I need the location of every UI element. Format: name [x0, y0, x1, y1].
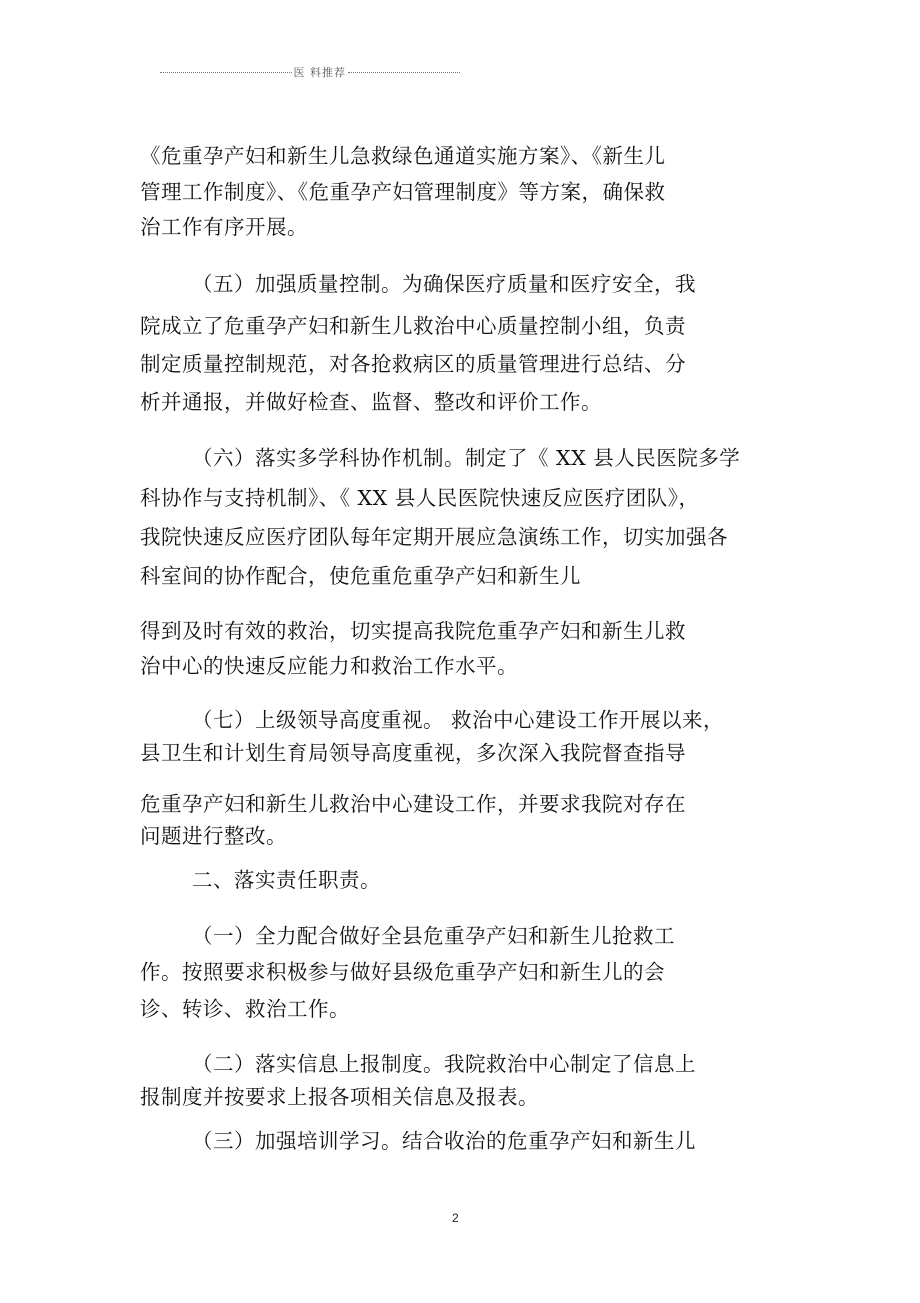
- text-line: 危重孕产妇和新生儿救治中心建设工作，并要求我院对存在: [140, 792, 686, 816]
- header-leader-left: [160, 72, 292, 73]
- text-line: 报制度并按要求上报各项相关信息及报表。: [140, 1085, 539, 1109]
- text-line: （一）全力配合做好全县危重孕产妇和新生儿抢救工: [192, 924, 675, 948]
- page-number: 2: [452, 1211, 459, 1225]
- text-line: 治工作有序开展。: [140, 215, 308, 239]
- text-line: 析并通报，并做好检查、监督、整改和评价工作。: [140, 390, 602, 414]
- header-label: 医 料推荐: [293, 66, 346, 79]
- text-line: 科室间的协作配合，使危重危重孕产妇和新生儿: [140, 564, 581, 588]
- text-line: 院成立了危重孕产妇和新生儿救治中心质量控制小组，负责: [140, 314, 686, 338]
- text-line: 制定质量控制规范，对各抢救病区的质量管理进行总结、分: [140, 352, 686, 376]
- page-header: [160, 64, 460, 80]
- text-line: （五）加强质量控制。为确保医疗质量和医疗安全，我: [192, 272, 696, 296]
- text-line: 县卫生和计划生育局领导高度重视，多次深入我院督查指导: [140, 741, 686, 765]
- text-line: 管理工作制度》、《危重孕产妇管理制度》等方案，确保救: [140, 180, 666, 204]
- text-line: （七）上级领导高度重视。 救治中心建设工作开展以来，: [192, 708, 725, 732]
- text-line: 诊、转诊、救治工作。: [140, 997, 350, 1021]
- text-line: 科协作与支持机制》、《 XX 县人民医院快速反应医疗团队》，: [140, 486, 700, 510]
- text-line: 我院快速反应医疗团队每年定期开展应急演练工作，切实加强各: [140, 525, 728, 549]
- text-line: （二）落实信息上报制度。我院救治中心制定了信息上: [192, 1052, 696, 1076]
- section-heading: 二、落实责任职责。: [192, 868, 381, 892]
- text-line: （三）加强培训学习。结合收治的危重孕产妇和新生儿: [192, 1129, 696, 1153]
- text-line: 问题进行整改。: [140, 824, 287, 848]
- header-leader-right: [348, 72, 460, 73]
- text-line: 得到及时有效的救治，切实提高我院危重孕产妇和新生儿救: [140, 619, 686, 643]
- text-line: （六）落实多学科协作机制。制定了《 XX 县人民医院多学: [192, 446, 741, 470]
- text-line: 《危重孕产妇和新生儿急救绿色通道实施方案》、《新生儿: [140, 144, 666, 168]
- text-line: 治中心的快速反应能力和救治工作水平。: [140, 654, 518, 678]
- text-line: 作。按照要求积极参与做好县级危重孕产妇和新生儿的会: [140, 960, 665, 984]
